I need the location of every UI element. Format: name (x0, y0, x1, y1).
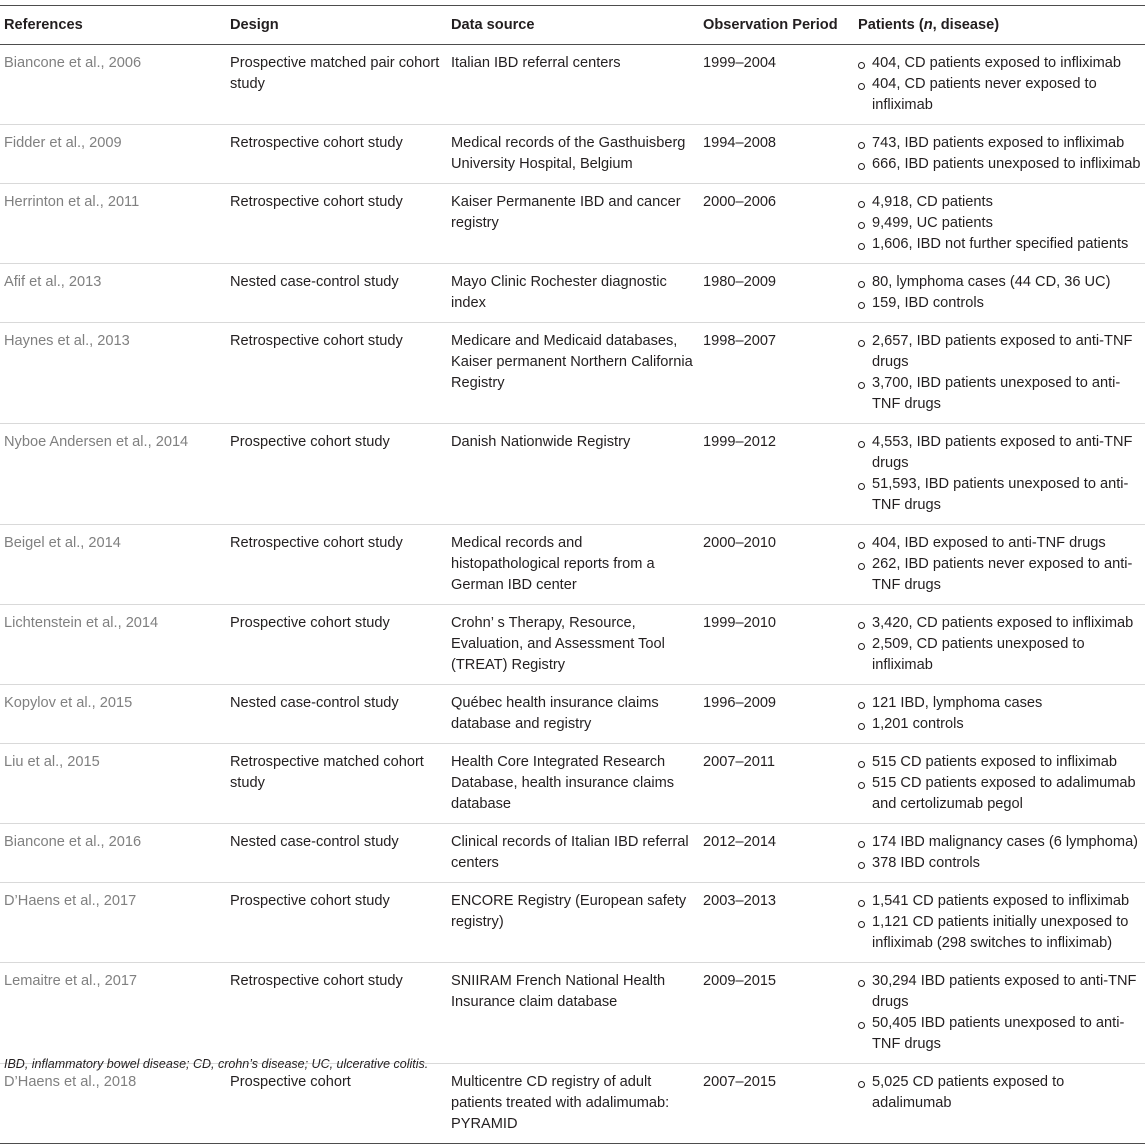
patients-cell (852, 424, 1145, 525)
hollow-circle-bullet-icon (858, 340, 865, 347)
patients-text: 3,420, CD patients exposed to infliximab (872, 615, 1134, 631)
hollow-circle-bullet-icon (858, 862, 865, 869)
table-footnote: IBD, inflammatory bowel disease; CD, crohn’s disease; UC, ulcerative colitis. (4, 1057, 429, 1071)
patients-list (858, 832, 1141, 874)
observation-period-cell: 2012–2014 (703, 834, 777, 850)
patients-list-item (858, 1013, 1141, 1055)
hollow-circle-bullet-icon (858, 643, 865, 650)
header-data-source: Data source (451, 17, 535, 33)
header-patients-suffix: , disease) (932, 17, 1000, 33)
observation-period-cell: 1998–2007 (703, 333, 777, 349)
observation-period-cell: 2003–2013 (703, 893, 777, 909)
patients-cell (852, 883, 1145, 963)
patients-list-item (858, 832, 1141, 853)
design-cell: Retrospective cohort study (230, 973, 403, 989)
patients-list (858, 752, 1141, 815)
data-source-cell: Medical records and histopathological reports from a German IBD center (451, 535, 655, 593)
patients-text: 404, CD patients exposed to infliximab (872, 55, 1122, 71)
hollow-circle-bullet-icon (858, 622, 865, 629)
patients-text: 1,606, IBD not further specified patients (872, 236, 1129, 252)
patients-list (858, 272, 1141, 314)
reference-cell: Nyboe Andersen et al., 2014 (4, 434, 189, 450)
patients-list-item (858, 533, 1141, 554)
patients-text: 666, IBD patients unexposed to infliximab (872, 156, 1141, 172)
table-row (0, 744, 1145, 824)
patients-list-item (858, 154, 1141, 175)
patients-text: 80, lymphoma cases (44 CD, 36 UC) (872, 274, 1111, 290)
reference-cell: Biancone et al., 2006 (4, 55, 142, 71)
hollow-circle-bullet-icon (858, 563, 865, 570)
observation-period-cell: 1999–2012 (703, 434, 777, 450)
patients-text: 262, IBD patients never exposed to anti-TNF drugs (872, 556, 1133, 593)
table-row (0, 424, 1145, 525)
table-row (0, 264, 1145, 323)
table-header (0, 6, 1145, 45)
header-patients (852, 6, 1145, 45)
design-cell: Prospective matched pair cohort study (230, 55, 440, 92)
reference-cell: Lichtenstein et al., 2014 (4, 615, 159, 631)
table-row (0, 605, 1145, 685)
patients-text: 2,657, IBD patients exposed to anti-TNF drugs (872, 333, 1133, 370)
observation-period-cell: 1996–2009 (703, 695, 777, 711)
patients-text: 1,541 CD patients exposed to infliximab (872, 893, 1130, 909)
hollow-circle-bullet-icon (858, 900, 865, 907)
observation-period-cell: 2007–2011 (703, 754, 775, 770)
patients-text: 50,405 IBD patients unexposed to anti-TNF drugs (872, 1015, 1125, 1052)
patients-list-item (858, 634, 1141, 676)
data-source-cell: ENCORE Registry (European safety registry) (451, 893, 687, 930)
patients-text: 378 IBD controls (872, 855, 980, 871)
design-cell: Retrospective cohort study (230, 333, 403, 349)
patients-text: 51,593, IBD patients unexposed to anti-TNF drugs (872, 476, 1129, 513)
hollow-circle-bullet-icon (858, 702, 865, 709)
table-row (0, 1064, 1145, 1144)
hollow-circle-bullet-icon (858, 281, 865, 288)
data-source-cell: Medical records of the Gasthuisberg University Hospital, Belgium (451, 135, 686, 172)
hollow-circle-bullet-icon (858, 1022, 865, 1029)
hollow-circle-bullet-icon (858, 542, 865, 549)
patients-list (858, 891, 1141, 954)
hollow-circle-bullet-icon (858, 83, 865, 90)
table-row (0, 824, 1145, 883)
data-source-cell: Medicare and Medicaid databases, Kaiser permanent Northern California Registry (451, 333, 693, 391)
hollow-circle-bullet-icon (858, 483, 865, 490)
patients-list (858, 613, 1141, 676)
table-row (0, 323, 1145, 424)
data-source-cell: Multicentre CD registry of adult patients treated with adalimumab: PYRAMID (451, 1074, 670, 1132)
reference-cell: D’Haens et al., 2017 (4, 893, 137, 909)
observation-period-cell: 2007–2015 (703, 1074, 777, 1090)
hollow-circle-bullet-icon (858, 163, 865, 170)
patients-list-item (858, 912, 1141, 954)
data-source-cell: Crohn’ s Therapy, Resource, Evaluation, and Assessment Tool (TREAT) Registry (451, 615, 665, 673)
patients-cell (852, 323, 1145, 424)
header-design: Design (230, 17, 279, 33)
patients-list-item (858, 432, 1141, 474)
patients-cell (852, 963, 1145, 1064)
design-cell: Retrospective cohort study (230, 135, 403, 151)
patients-cell (852, 525, 1145, 605)
patients-list (858, 1072, 1141, 1114)
data-source-cell: Italian IBD referral centers (451, 55, 621, 71)
patients-text: 4,553, IBD patients exposed to anti-TNF drugs (872, 434, 1133, 471)
patients-text: 743, IBD patients exposed to infliximab (872, 135, 1125, 151)
design-cell: Retrospective matched cohort study (230, 754, 424, 791)
header-references: References (4, 17, 83, 33)
patients-list-item (858, 474, 1141, 516)
patients-list-item (858, 213, 1141, 234)
patients-list-item (858, 293, 1141, 314)
data-source-cell: Danish Nationwide Registry (451, 434, 631, 450)
observation-period-cell: 1999–2004 (703, 55, 777, 71)
patients-cell (852, 45, 1145, 125)
patients-text: 9,499, UC patients (872, 215, 993, 231)
patients-text: 159, IBD controls (872, 295, 984, 311)
hollow-circle-bullet-icon (858, 243, 865, 250)
observation-period-cell: 2000–2010 (703, 535, 777, 551)
patients-cell (852, 184, 1145, 264)
design-cell: Prospective cohort study (230, 893, 390, 909)
table-row (0, 685, 1145, 744)
patients-cell (852, 1064, 1145, 1144)
patients-text: 4,918, CD patients (872, 194, 993, 210)
patients-text: 515 CD patients exposed to adalimumab and certolizumab pegol (872, 775, 1136, 812)
patients-text: 5,025 CD patients exposed to adalimumab (872, 1074, 1065, 1111)
patients-list (858, 971, 1141, 1055)
patients-list-item (858, 53, 1141, 74)
hollow-circle-bullet-icon (858, 302, 865, 309)
patients-text: 404, IBD exposed to anti-TNF drugs (872, 535, 1106, 551)
design-cell: Nested case-control study (230, 274, 399, 290)
patients-list-item (858, 133, 1141, 154)
design-cell: Nested case-control study (230, 834, 399, 850)
patients-list-item (858, 192, 1141, 213)
design-cell: Retrospective cohort study (230, 194, 403, 210)
header-patients-n: n (923, 17, 933, 33)
patients-cell (852, 264, 1145, 323)
patients-list (858, 432, 1141, 516)
data-source-cell: SNIIRAM French National Health Insurance claim database (451, 973, 666, 1010)
header-observation-period: Observation Period (703, 17, 838, 33)
patients-list (858, 331, 1141, 415)
patients-text: 174 IBD malignancy cases (6 lymphoma) (872, 834, 1139, 850)
data-source-cell: Québec health insurance claims database and registry (451, 695, 659, 732)
table-row (0, 963, 1145, 1064)
patients-list-item (858, 773, 1141, 815)
design-cell: Prospective cohort study (230, 615, 390, 631)
design-cell: Prospective cohort (230, 1074, 351, 1090)
patients-text: 404, CD patients never exposed to infliximab (872, 76, 1097, 113)
patients-cell (852, 605, 1145, 685)
hollow-circle-bullet-icon (858, 980, 865, 987)
patients-cell (852, 685, 1145, 744)
patients-list-item (858, 74, 1141, 116)
patients-list-item (858, 853, 1141, 874)
patients-list-item (858, 234, 1141, 255)
patients-list (858, 53, 1141, 116)
patients-list-item (858, 272, 1141, 293)
header-row (0, 6, 1145, 45)
data-source-cell: Clinical records of Italian IBD referral centers (451, 834, 689, 871)
patients-cell (852, 824, 1145, 883)
reference-cell: Afif et al., 2013 (4, 274, 102, 290)
hollow-circle-bullet-icon (858, 723, 865, 730)
observation-period-cell: 1999–2010 (703, 615, 777, 631)
patients-text: 3,700, IBD patients unexposed to anti-TNF drugs (872, 375, 1121, 412)
patients-list-item (858, 1072, 1141, 1114)
header-patients-prefix: Patients ( (858, 17, 924, 33)
hollow-circle-bullet-icon (858, 142, 865, 149)
patients-list-item (858, 613, 1141, 634)
table-body (0, 45, 1145, 1144)
patients-list (858, 192, 1141, 255)
patients-text: 30,294 IBD patients exposed to anti-TNF drugs (872, 973, 1137, 1010)
hollow-circle-bullet-icon (858, 921, 865, 928)
reference-cell: Liu et al., 2015 (4, 754, 100, 770)
hollow-circle-bullet-icon (858, 382, 865, 389)
patients-text: 515 CD patients exposed to infliximab (872, 754, 1117, 770)
table-row (0, 125, 1145, 184)
observation-period-cell: 1980–2009 (703, 274, 777, 290)
patients-cell (852, 744, 1145, 824)
reference-cell: D’Haens et al., 2018 (4, 1074, 137, 1090)
hollow-circle-bullet-icon (858, 222, 865, 229)
references-table (0, 5, 1145, 1144)
patients-list-item (858, 554, 1141, 596)
data-source-cell: Mayo Clinic Rochester diagnostic index (451, 274, 667, 311)
patients-list (858, 133, 1141, 175)
hollow-circle-bullet-icon (858, 761, 865, 768)
hollow-circle-bullet-icon (858, 62, 865, 69)
patients-list (858, 533, 1141, 596)
patients-text: 2,509, CD patients unexposed to infliximab (872, 636, 1085, 673)
design-cell: Prospective cohort study (230, 434, 390, 450)
patients-text: 1,121 CD patients initially unexposed to infliximab (298 switches to infliximab) (872, 914, 1129, 951)
patients-list-item (858, 971, 1141, 1013)
data-source-cell: Kaiser Permanente IBD and cancer registry (451, 194, 681, 231)
table-row (0, 883, 1145, 963)
observation-period-cell: 2000–2006 (703, 194, 777, 210)
reference-cell: Fidder et al., 2009 (4, 135, 122, 151)
patients-list (858, 693, 1141, 735)
patients-text: 121 IBD, lymphoma cases (872, 695, 1043, 711)
design-cell: Nested case-control study (230, 695, 399, 711)
reference-cell: Haynes et al., 2013 (4, 333, 130, 349)
observation-period-cell: 1994–2008 (703, 135, 777, 151)
patients-list-item (858, 714, 1141, 735)
data-source-cell: Health Core Integrated Research Database, health insurance claims database (451, 754, 675, 812)
patients-list-item (858, 891, 1141, 912)
reference-cell: Herrinton et al., 2011 (4, 194, 140, 210)
patients-cell (852, 125, 1145, 184)
reference-cell: Biancone et al., 2016 (4, 834, 142, 850)
hollow-circle-bullet-icon (858, 1081, 865, 1088)
patients-text: 1,201 controls (872, 716, 964, 732)
table-row (0, 525, 1145, 605)
observation-period-cell: 2009–2015 (703, 973, 777, 989)
hollow-circle-bullet-icon (858, 441, 865, 448)
reference-cell: Kopylov et al., 2015 (4, 695, 133, 711)
patients-list-item (858, 693, 1141, 714)
hollow-circle-bullet-icon (858, 201, 865, 208)
design-cell: Retrospective cohort study (230, 535, 403, 551)
hollow-circle-bullet-icon (858, 782, 865, 789)
patients-list-item (858, 331, 1141, 373)
reference-cell: Lemaitre et al., 2017 (4, 973, 138, 989)
patients-list-item (858, 373, 1141, 415)
patients-list-item (858, 752, 1141, 773)
hollow-circle-bullet-icon (858, 841, 865, 848)
table-row (0, 184, 1145, 264)
reference-cell: Beigel et al., 2014 (4, 535, 121, 551)
table-row (0, 45, 1145, 125)
